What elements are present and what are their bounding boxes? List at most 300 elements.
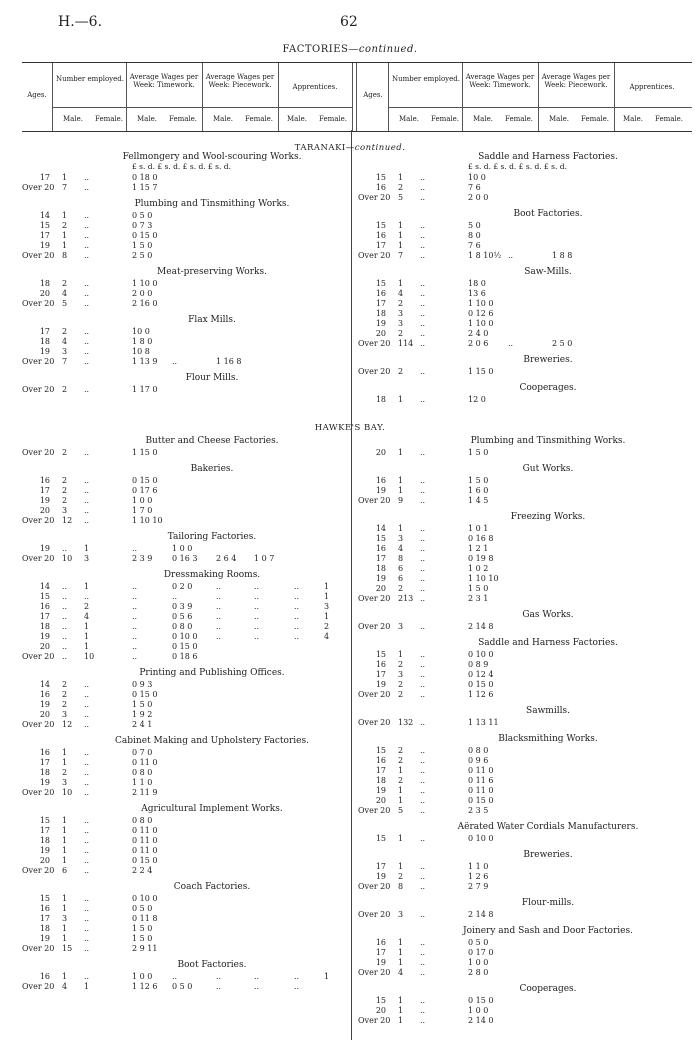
- table-row: [22, 778, 342, 788]
- section-title: Breweries.: [523, 850, 573, 860]
- value-cell: 2 0 6: [468, 339, 489, 348]
- value-cell: 0 17 0: [468, 948, 494, 957]
- value-cell: 2: [398, 690, 404, 699]
- value-cell: ..: [84, 700, 90, 709]
- sex-header: Female.: [504, 115, 534, 123]
- table-row: [358, 319, 678, 329]
- value-cell: 4: [62, 337, 68, 346]
- table-row: [22, 327, 342, 337]
- value-cell: ..: [420, 395, 426, 404]
- age-cell: 17: [375, 670, 386, 679]
- age-cell: Over 20: [22, 183, 55, 192]
- age-cell: Over 20: [358, 882, 391, 891]
- value-cell: 2 5 0: [132, 251, 153, 260]
- value-cell: 1: [324, 612, 330, 621]
- table-row: [358, 786, 678, 796]
- value-cell: 1 0 2: [468, 564, 489, 573]
- value-cell: ..: [216, 582, 222, 591]
- value-cell: 1 8 0: [132, 337, 153, 346]
- value-cell: 1 16 8: [216, 357, 242, 366]
- value-cell: 2: [62, 279, 68, 288]
- table-row: [22, 826, 342, 836]
- table-row: [358, 872, 678, 882]
- value-cell: 2: [398, 299, 404, 308]
- value-cell: ..: [420, 958, 426, 967]
- value-cell: 3: [84, 554, 90, 563]
- page-number: 62: [340, 14, 358, 30]
- value-cell: 1: [62, 816, 68, 825]
- table-row: [358, 834, 678, 844]
- age-cell: Over 20: [358, 718, 391, 727]
- value-cell: 5: [398, 193, 404, 202]
- age-cell: Over 20: [358, 690, 391, 699]
- section-title: Printing and Publishing Offices.: [139, 668, 285, 678]
- table-row: [22, 924, 342, 934]
- sex-header: Female.: [244, 115, 274, 123]
- value-cell: ..: [132, 652, 138, 661]
- age-cell: 20: [39, 506, 50, 515]
- value-cell: ..: [84, 516, 90, 525]
- section-title: Flour-mills.: [521, 898, 575, 908]
- table-row: [22, 700, 342, 710]
- value-cell: ..: [84, 486, 90, 495]
- value-cell: 1 10 10: [132, 516, 163, 525]
- section-title: Saddle and Harness Factories.: [478, 152, 618, 162]
- table-row: [358, 534, 678, 544]
- sex-header: Male.: [213, 115, 233, 123]
- value-cell: 0 2 0: [172, 582, 193, 591]
- value-cell: 4: [398, 968, 404, 977]
- table-row: [22, 720, 342, 730]
- age-cell: 16: [375, 289, 386, 298]
- value-cell: 2: [62, 768, 68, 777]
- value-cell: 10: [84, 652, 95, 661]
- table-row: [358, 766, 678, 776]
- sex-header: Male.: [549, 115, 569, 123]
- value-cell: 0 5 0: [132, 211, 153, 220]
- table-row: [22, 554, 342, 564]
- age-cell: 15: [375, 173, 386, 182]
- sex-header: Female.: [94, 115, 124, 123]
- value-cell: ..: [294, 592, 300, 601]
- value-cell: 1: [62, 972, 68, 981]
- value-cell: ..: [62, 612, 68, 621]
- age-cell: 17: [39, 231, 50, 240]
- value-cell: ..: [84, 279, 90, 288]
- value-cell: 2 14 8: [468, 622, 494, 631]
- table-row: [358, 680, 678, 690]
- table-row: [22, 788, 342, 798]
- age-cell: 19: [375, 786, 386, 795]
- col-number-r: Number employed.: [392, 75, 460, 83]
- value-cell: 1 10 0: [132, 279, 158, 288]
- section-title: Aërated Water Cordials Manufacturers.: [457, 822, 639, 832]
- value-cell: 1 10 0: [468, 319, 494, 328]
- table-row: [358, 806, 678, 816]
- col-ages-r: Ages.: [363, 91, 383, 99]
- value-cell: 1 0 0: [172, 544, 193, 553]
- value-cell: 4: [84, 612, 90, 621]
- age-cell: Over 20: [22, 299, 55, 308]
- sex-header: Male.: [399, 115, 419, 123]
- table-row: [358, 476, 678, 486]
- value-cell: ..: [420, 756, 426, 765]
- value-cell: ..: [84, 448, 90, 457]
- age-cell: 15: [375, 534, 386, 543]
- section-title: Coach Factories.: [173, 882, 251, 892]
- value-cell: 1 5 0: [132, 700, 153, 709]
- sex-header: Female.: [580, 115, 610, 123]
- value-cell: ..: [420, 299, 426, 308]
- table-row: [358, 622, 678, 632]
- value-cell: 1: [62, 894, 68, 903]
- value-cell: 0 15 0: [468, 796, 494, 805]
- value-cell: ..: [420, 938, 426, 947]
- age-cell: 15: [39, 894, 50, 903]
- value-cell: 2 14 0: [468, 1016, 494, 1025]
- table-row: [22, 982, 342, 992]
- value-cell: 0 16 3: [172, 554, 198, 563]
- table-row: [22, 582, 342, 592]
- value-cell: 1 0 1: [468, 524, 489, 533]
- table-row: [358, 958, 678, 968]
- section-title: Boot Factories.: [513, 209, 583, 219]
- table-row: [358, 524, 678, 534]
- value-cell: ..: [62, 592, 68, 601]
- value-cell: ..: [508, 251, 514, 260]
- value-cell: 1 0 0: [468, 1006, 489, 1015]
- age-cell: 15: [375, 650, 386, 659]
- value-cell: 1: [398, 486, 404, 495]
- value-cell: 0 11 0: [132, 826, 158, 835]
- title-main: FACTORIES: [282, 44, 349, 55]
- table-row: [358, 660, 678, 670]
- age-cell: 20: [39, 642, 50, 651]
- value-cell: 0 15 0: [172, 642, 198, 651]
- value-cell: ..: [84, 221, 90, 230]
- section-title: Saw-Mills.: [524, 267, 572, 277]
- value-cell: 2: [62, 476, 68, 485]
- value-cell: 2 16 0: [132, 299, 158, 308]
- age-cell: 17: [39, 826, 50, 835]
- col-number: Number employed.: [56, 75, 124, 83]
- age-cell: 19: [375, 680, 386, 689]
- value-cell: 1: [398, 395, 404, 404]
- table-row: [22, 866, 342, 876]
- value-cell: 2: [398, 756, 404, 765]
- value-cell: 7: [62, 183, 68, 192]
- value-cell: 1: [398, 231, 404, 240]
- value-cell: 1 0 0: [132, 496, 153, 505]
- table-row: [358, 574, 678, 584]
- value-cell: ..: [84, 934, 90, 943]
- value-cell: ..: [216, 592, 222, 601]
- value-cell: ..: [132, 612, 138, 621]
- value-cell: 1: [62, 934, 68, 943]
- value-cell: ..: [84, 506, 90, 515]
- value-cell: 1: [62, 826, 68, 835]
- age-cell: 18: [39, 768, 50, 777]
- age-cell: Over 20: [22, 944, 55, 953]
- table-row: [22, 486, 342, 496]
- value-cell: 4: [398, 289, 404, 298]
- value-cell: 18 0: [468, 279, 486, 288]
- age-cell: 15: [39, 221, 50, 230]
- value-cell: ..: [132, 544, 138, 553]
- value-cell: 1: [398, 862, 404, 871]
- value-cell: ..: [172, 357, 178, 366]
- age-cell: Over 20: [358, 339, 391, 348]
- value-cell: ..: [420, 319, 426, 328]
- value-cell: 3: [398, 910, 404, 919]
- title-continued: —continued.: [348, 44, 418, 55]
- age-cell: Over 20: [358, 968, 391, 977]
- value-cell: ..: [62, 582, 68, 591]
- value-cell: 2 0 0: [132, 289, 153, 298]
- value-cell: 0 8 0: [132, 816, 153, 825]
- value-cell: ..: [420, 862, 426, 871]
- value-cell: 1 15 0: [468, 367, 494, 376]
- value-cell: ..: [84, 357, 90, 366]
- value-cell: 6: [398, 564, 404, 573]
- value-cell: 0 11 6: [468, 776, 494, 785]
- value-cell: ..: [84, 592, 90, 601]
- value-cell: ..: [216, 982, 222, 991]
- value-cell: 2: [62, 486, 68, 495]
- value-cell: 3: [62, 506, 68, 515]
- value-cell: ..: [420, 476, 426, 485]
- value-cell: 7 6: [468, 183, 481, 192]
- age-cell: 14: [39, 582, 50, 591]
- age-cell: 15: [375, 996, 386, 1005]
- value-cell: 1: [398, 1006, 404, 1015]
- value-cell: 1: [62, 758, 68, 767]
- table-row: [22, 231, 342, 241]
- section-title: Breweries.: [523, 355, 573, 365]
- age-cell: 18: [375, 776, 386, 785]
- age-cell: 15: [375, 746, 386, 755]
- value-cell: ..: [420, 231, 426, 240]
- value-cell: 1: [398, 241, 404, 250]
- value-cell: ..: [84, 710, 90, 719]
- value-cell: 1 2 6: [468, 872, 489, 881]
- col-wages-piece-r: Average Wages per Week: Piecework.: [541, 73, 611, 89]
- value-cell: 2: [398, 680, 404, 689]
- section-title: Joinery and Sash and Door Factories.: [463, 926, 633, 936]
- value-cell: 2: [62, 496, 68, 505]
- table-row: [22, 894, 342, 904]
- age-cell: 18: [39, 279, 50, 288]
- age-cell: 20: [375, 796, 386, 805]
- section-title: Plumbing and Tinsmithing Works.: [470, 436, 626, 446]
- value-cell: ..: [420, 554, 426, 563]
- table-row: [22, 476, 342, 486]
- sex-header: Male.: [137, 115, 157, 123]
- age-cell: Over 20: [22, 720, 55, 729]
- value-cell: 1 5 0: [468, 448, 489, 457]
- value-cell: ..: [420, 367, 426, 376]
- table-row: [358, 564, 678, 574]
- value-cell: ..: [84, 289, 90, 298]
- value-cell: ..: [294, 622, 300, 631]
- value-cell: 1: [62, 231, 68, 240]
- currency-units: £ s. d. £ s. d. £ s. d. £ s. d.: [132, 162, 231, 171]
- age-cell: 17: [39, 758, 50, 767]
- table-row: [358, 776, 678, 786]
- age-cell: Over 20: [22, 982, 55, 991]
- section-title: Flour Mills.: [185, 373, 239, 383]
- value-cell: ..: [420, 448, 426, 457]
- value-cell: 0 10 0: [468, 834, 494, 843]
- value-cell: 2 2 4: [132, 866, 153, 875]
- value-cell: 0 11 0: [468, 786, 494, 795]
- table-row: [22, 846, 342, 856]
- value-cell: ..: [84, 720, 90, 729]
- table-row: [22, 173, 342, 183]
- age-cell: 19: [375, 574, 386, 583]
- value-cell: ..: [420, 309, 426, 318]
- value-cell: 2: [398, 776, 404, 785]
- value-cell: 8: [398, 882, 404, 891]
- value-cell: 2 0 0: [468, 193, 489, 202]
- value-cell: ..: [420, 339, 426, 348]
- section-title: Plumbing and Tinsmithing Works.: [134, 199, 290, 209]
- value-cell: ..: [420, 690, 426, 699]
- value-cell: 132: [398, 718, 414, 727]
- value-cell: 1: [398, 221, 404, 230]
- value-cell: 0 12 4: [468, 670, 494, 679]
- value-cell: 1 5 0: [132, 934, 153, 943]
- value-cell: ..: [62, 652, 68, 661]
- age-cell: 15: [375, 279, 386, 288]
- table-row: [358, 554, 678, 564]
- table-row: [22, 221, 342, 231]
- value-cell: 2: [62, 680, 68, 689]
- value-cell: ..: [84, 337, 90, 346]
- value-cell: ..: [254, 612, 260, 621]
- value-cell: 0 11 0: [132, 758, 158, 767]
- value-cell: 7 6: [468, 241, 481, 250]
- value-cell: 1: [62, 748, 68, 757]
- value-cell: 1: [62, 904, 68, 913]
- value-cell: 1: [398, 938, 404, 947]
- value-cell: 1: [398, 834, 404, 843]
- value-cell: 0 12 6: [468, 309, 494, 318]
- table-row: [358, 910, 678, 920]
- column-headers: [22, 62, 692, 132]
- value-cell: 1: [62, 241, 68, 250]
- age-cell: 14: [39, 680, 50, 689]
- age-cell: 18: [39, 337, 50, 346]
- value-cell: ..: [84, 836, 90, 845]
- table-row: [22, 448, 342, 458]
- age-cell: 17: [375, 299, 386, 308]
- value-cell: 2 14 8: [468, 910, 494, 919]
- section-title: Blacksmithing Works.: [498, 734, 598, 744]
- value-cell: ..: [84, 748, 90, 757]
- value-cell: 2 3 9: [132, 554, 153, 563]
- value-cell: ..: [84, 241, 90, 250]
- table-row: [358, 496, 678, 506]
- value-cell: 1: [398, 958, 404, 967]
- age-cell: Over 20: [22, 251, 55, 260]
- sex-header: Female.: [318, 115, 348, 123]
- table-row: [22, 758, 342, 768]
- value-cell: ..: [84, 231, 90, 240]
- age-cell: Over 20: [22, 516, 55, 525]
- age-cell: 16: [39, 972, 50, 981]
- value-cell: ..: [294, 972, 300, 981]
- value-cell: ..: [84, 778, 90, 787]
- value-cell: 2: [62, 690, 68, 699]
- value-cell: ..: [132, 582, 138, 591]
- value-cell: 5: [62, 299, 68, 308]
- value-cell: 1: [62, 836, 68, 845]
- value-cell: ..: [420, 329, 426, 338]
- age-cell: 19: [39, 544, 50, 553]
- value-cell: 0 11 0: [132, 846, 158, 855]
- table-row: [358, 746, 678, 756]
- value-cell: ..: [84, 211, 90, 220]
- value-cell: 10 0: [468, 173, 486, 182]
- value-cell: 1 8 10½: [468, 251, 502, 260]
- col-wages-time: Average Wages per Week: Timework.: [129, 73, 199, 89]
- age-cell: 14: [39, 211, 50, 220]
- value-cell: ..: [132, 602, 138, 611]
- sex-header: Male.: [287, 115, 307, 123]
- value-cell: 10 0: [132, 327, 150, 336]
- value-cell: 1 13 11: [468, 718, 499, 727]
- value-cell: 1: [62, 173, 68, 182]
- value-cell: 0 8 0: [132, 768, 153, 777]
- table-row: [358, 309, 678, 319]
- age-cell: Over 20: [358, 806, 391, 815]
- value-cell: 1: [398, 948, 404, 957]
- value-cell: 0 5 0: [132, 904, 153, 913]
- table-row: [358, 221, 678, 231]
- table-row: [358, 395, 678, 405]
- value-cell: 0 19 8: [468, 554, 494, 563]
- value-cell: 2: [324, 622, 330, 631]
- value-cell: ..: [254, 632, 260, 641]
- value-cell: 0 10 0: [172, 632, 198, 641]
- value-cell: 114: [398, 339, 414, 348]
- value-cell: 1: [84, 582, 90, 591]
- table-row: [358, 882, 678, 892]
- value-cell: 5 0: [468, 221, 481, 230]
- table-row: [22, 622, 342, 632]
- value-cell: 2 4 1: [132, 720, 153, 729]
- value-cell: 1: [398, 796, 404, 805]
- value-cell: ..: [84, 846, 90, 855]
- value-cell: 2: [62, 221, 68, 230]
- age-cell: 20: [375, 584, 386, 593]
- value-cell: 0 5 0: [172, 982, 193, 991]
- table-row: [358, 938, 678, 948]
- age-cell: 16: [375, 544, 386, 553]
- value-cell: 3: [398, 534, 404, 543]
- age-cell: 19: [375, 319, 386, 328]
- value-cell: ..: [254, 972, 260, 981]
- value-cell: 1 5 0: [132, 924, 153, 933]
- value-cell: ..: [420, 872, 426, 881]
- table-row: [358, 231, 678, 241]
- age-cell: 16: [375, 660, 386, 669]
- age-cell: 17: [375, 948, 386, 957]
- age-cell: 20: [39, 710, 50, 719]
- age-cell: 15: [375, 834, 386, 843]
- value-cell: ..: [420, 776, 426, 785]
